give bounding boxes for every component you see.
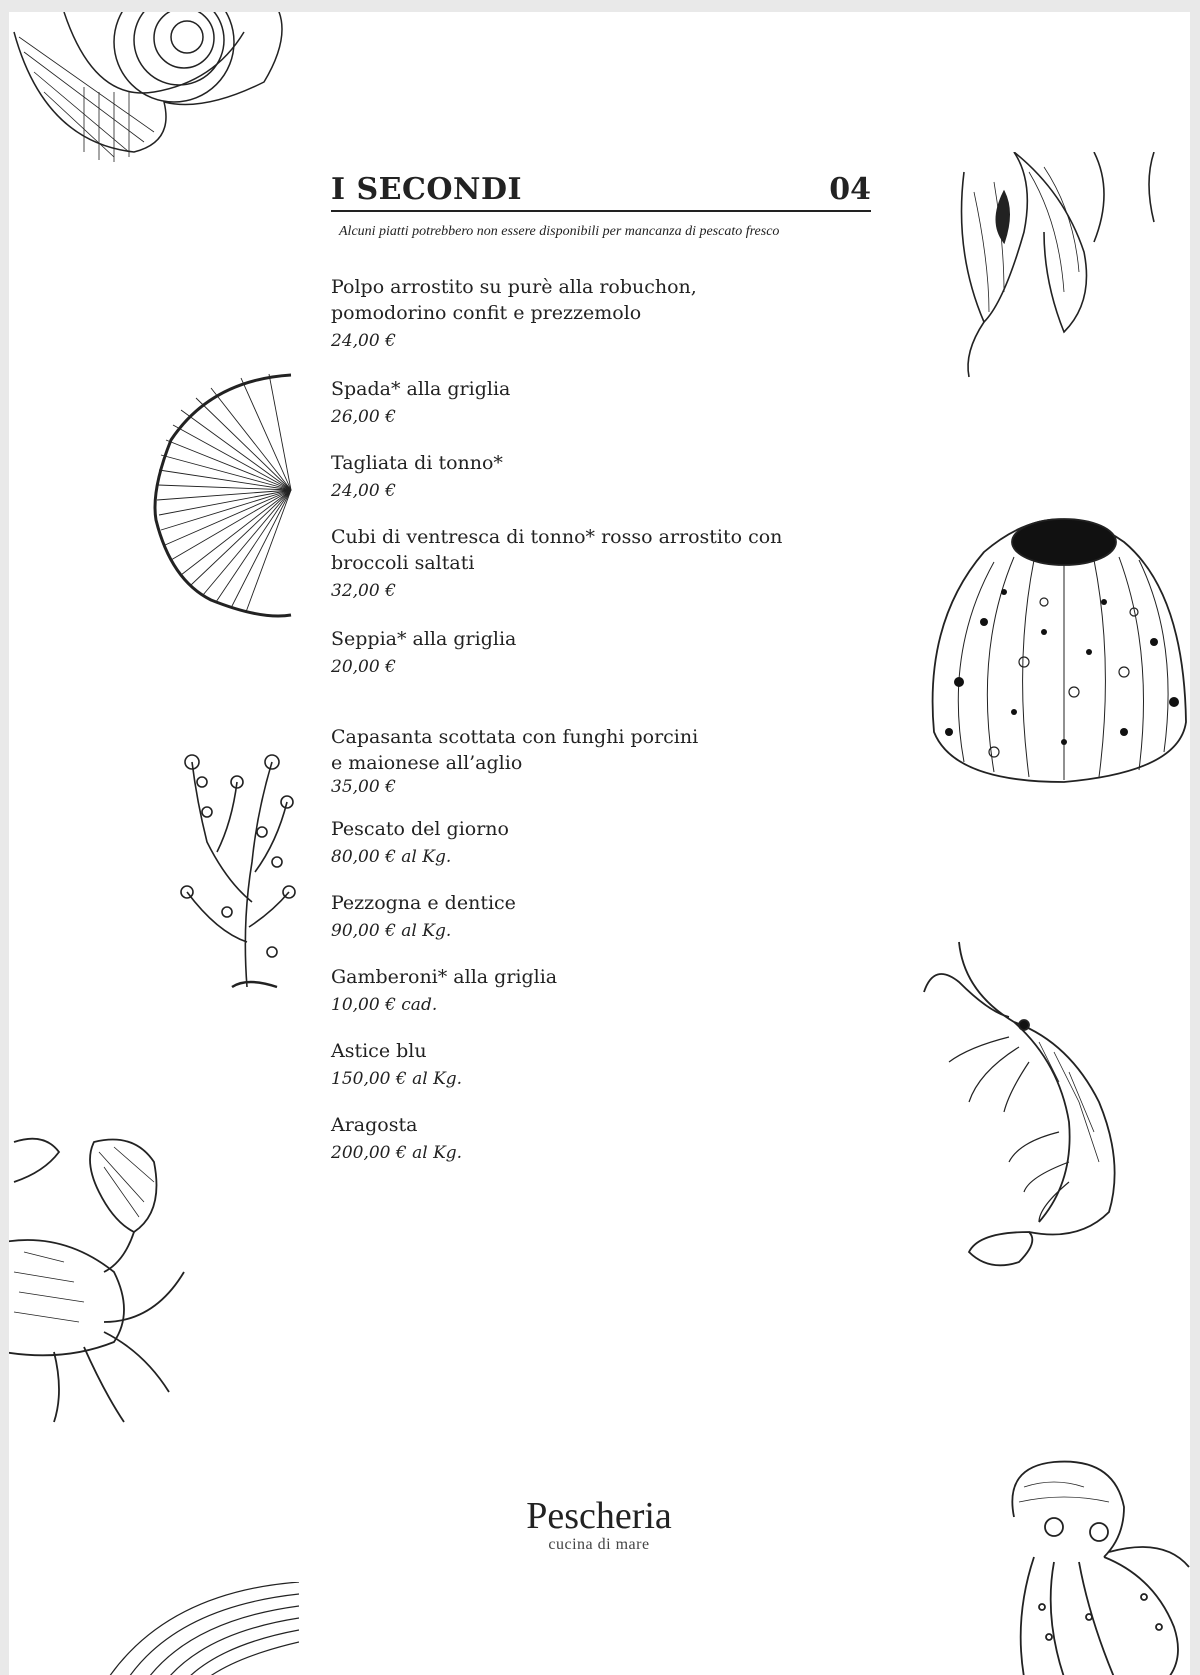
menu-item	[331, 524, 891, 606]
dish-price: 24,00 €	[331, 481, 396, 501]
dish-name: Aragosta	[331, 1114, 418, 1136]
menu-item	[331, 1038, 891, 1094]
brand-name: Pescheria	[526, 1495, 672, 1537]
dish-name: Capasanta scottata con funghi porcini e maionese all’aglio	[331, 726, 699, 774]
menu-item	[331, 816, 891, 872]
lobster-illustration	[944, 152, 1164, 382]
dish-price: 10,00 € cad.	[331, 995, 438, 1015]
menu-item	[331, 964, 891, 1020]
shell-illustration	[9, 12, 294, 182]
octopus-illustration	[994, 1457, 1190, 1675]
dish-name: Cubi di ventresca di tonno* rosso arrostito con broccoli saltati	[331, 526, 783, 574]
dish-price: 26,00 €	[331, 407, 396, 427]
dish-name: Gamberoni* alla griglia	[331, 966, 558, 988]
dish-name: Seppia* alla griglia	[331, 628, 517, 650]
brand-logo	[469, 1496, 729, 1554]
dish-name: Spada* alla griglia	[331, 378, 511, 400]
availability-note: Alcuni piatti potrebbero non essere disponibili per mancanza di pescato fresco	[339, 224, 780, 239]
menu-section	[331, 162, 891, 1168]
menu-items	[331, 274, 891, 1168]
brand-subtitle: cucina di mare	[548, 1536, 650, 1553]
fan-shell-illustration	[151, 370, 301, 620]
dish-price: 32,00 €	[331, 581, 396, 601]
section-header	[331, 162, 871, 212]
page-number: 04	[829, 172, 871, 207]
menu-item	[331, 376, 891, 432]
dish-price: 200,00 € al Kg.	[331, 1143, 463, 1163]
dish-price: 150,00 € al Kg.	[331, 1069, 463, 1089]
dish-name: Pezzogna e dentice	[331, 892, 516, 914]
menu-item	[331, 890, 891, 946]
shrimp-illustration	[919, 922, 1159, 1292]
dish-name: Astice blu	[331, 1040, 427, 1062]
menu-page	[9, 12, 1190, 1675]
dish-name: Polpo arrostito su purè alla robuchon, pomodorino confit e prezzemolo	[331, 276, 697, 324]
menu-item	[331, 1112, 891, 1168]
menu-item	[331, 626, 891, 682]
menu-item	[331, 724, 891, 798]
section-title: I SECONDI	[331, 172, 522, 207]
dish-price: 90,00 € al Kg.	[331, 921, 452, 941]
dish-name: Pescato del giorno	[331, 818, 509, 840]
menu-item	[331, 274, 891, 356]
crab-illustration	[9, 1122, 194, 1442]
dish-price: 80,00 € al Kg.	[331, 847, 452, 867]
dish-price: 24,00 €	[331, 331, 396, 351]
sea-urchin-illustration	[924, 502, 1190, 802]
dish-price: 35,00 €	[331, 777, 396, 797]
dish-name: Tagliata di tonno*	[331, 452, 503, 474]
coral-illustration	[177, 742, 297, 992]
menu-item	[331, 450, 891, 506]
dish-price: 20,00 €	[331, 657, 396, 677]
clam-illustration	[109, 1582, 299, 1675]
